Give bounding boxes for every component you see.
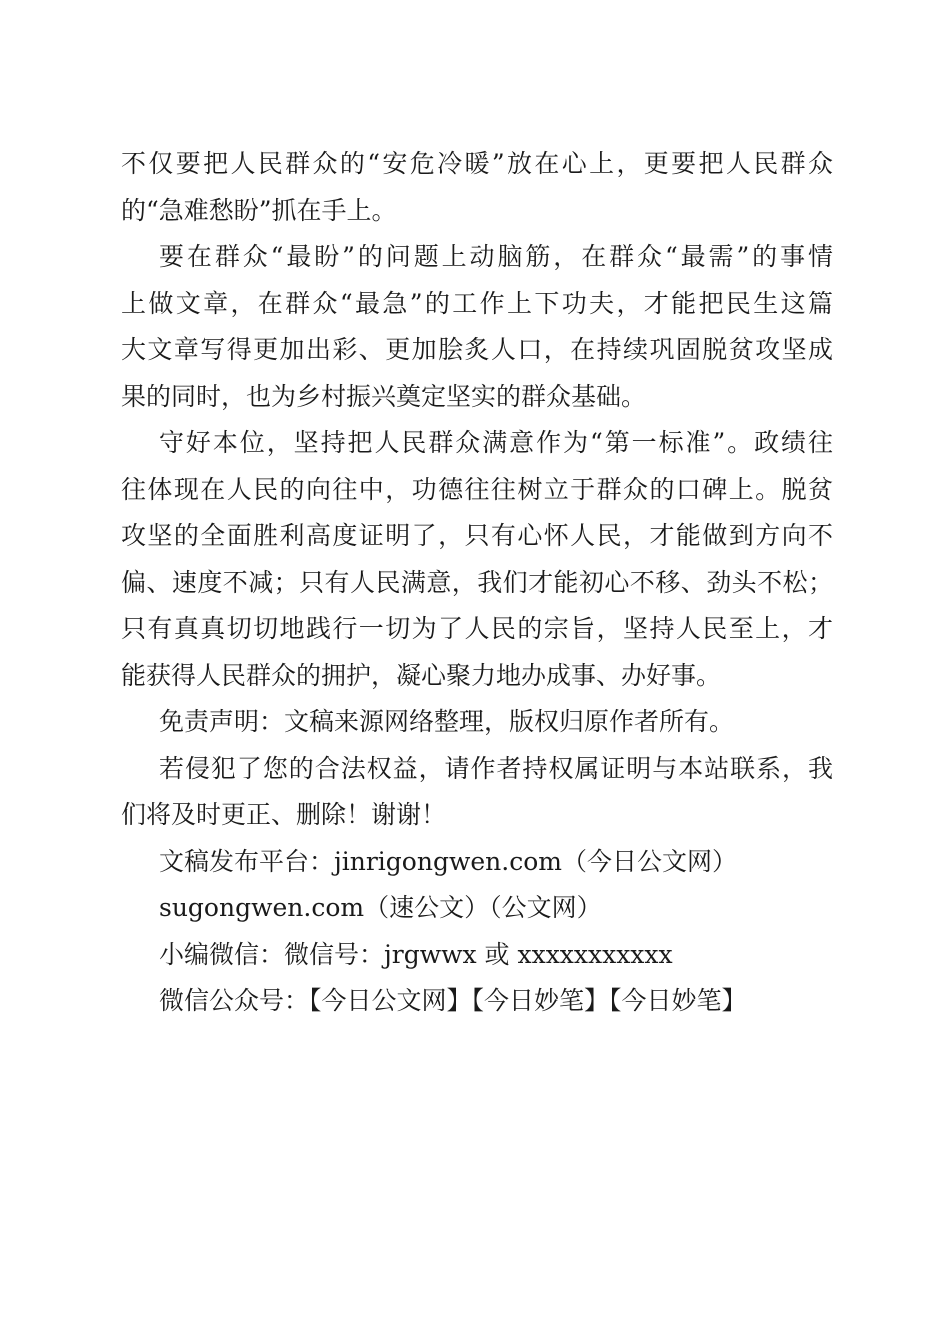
paragraph-2 <box>121 234 833 420</box>
paragraph-line: 们将及时更正、删除！谢谢！ <box>121 800 447 829</box>
disclaimer-text: 免责声明：文稿来源网络整理，版权归原作者所有。 <box>159 707 735 736</box>
wechat-public-text: 微信公众号：【今日公文网】【今日妙笔】【今日妙笔】 <box>159 986 747 1015</box>
paragraph-line: 上做文章，在群众“最急”的工作上下功夫，才能把民生这篇 <box>121 288 833 318</box>
paragraph-line: 能获得人民群众的拥护，凝心聚力地办成事、办好事。 <box>121 660 722 690</box>
wechat-editor-text: 小编微信：微信号：jrgwwx 或 xxxxxxxxxxx <box>159 939 673 969</box>
platform-text: 文稿发布平台：jinrigongwen.com（今日公文网） <box>159 846 737 876</box>
paragraph-line: 大文章写得更加出彩、更加脍炙人口，在持续巩固脱贫攻坚成 <box>121 335 833 364</box>
paragraph-line: 只有真真切切地践行一切为了人民的宗旨，坚持人民至上，才 <box>121 614 833 643</box>
paragraph-line: 若侵犯了您的合法权益，请作者持权属证明与本站联系，我 <box>159 753 833 783</box>
paragraph-1 <box>121 141 833 234</box>
alt-site-text: sugongwen.com（速公文）（公文网） <box>159 893 602 922</box>
paragraph-line: 果的同时，也为乡村振兴奠定坚实的群众基础。 <box>121 381 647 411</box>
paragraph-3 <box>121 420 833 699</box>
paragraph-line: 不仅要把人民群众的“安危冷暖”放在心上，更要把人民群众 <box>121 149 833 178</box>
paragraph-line: 守好本位，坚持把人民群众满意作为“第一标准”。政绩往 <box>159 428 833 457</box>
paragraph-line: 偏、速度不减；只有人民满意，我们才能初心不移、劲头不松； <box>121 567 833 597</box>
paragraph-line: 攻坚的全面胜利高度证明了，只有心怀人民，才能做到方向不 <box>121 521 833 550</box>
paragraph-line: 往体现在人民的向往中，功德往往树立于群众的口碑上。脱贫 <box>121 474 833 504</box>
document-body <box>121 141 833 1025</box>
infringement-notice <box>121 746 833 839</box>
paragraph-line: 要在群众“最盼”的问题上动脑筋，在群众“最需”的事情 <box>159 242 834 271</box>
paragraph-line: 的“急难愁盼”抓在手上。 <box>121 195 397 225</box>
